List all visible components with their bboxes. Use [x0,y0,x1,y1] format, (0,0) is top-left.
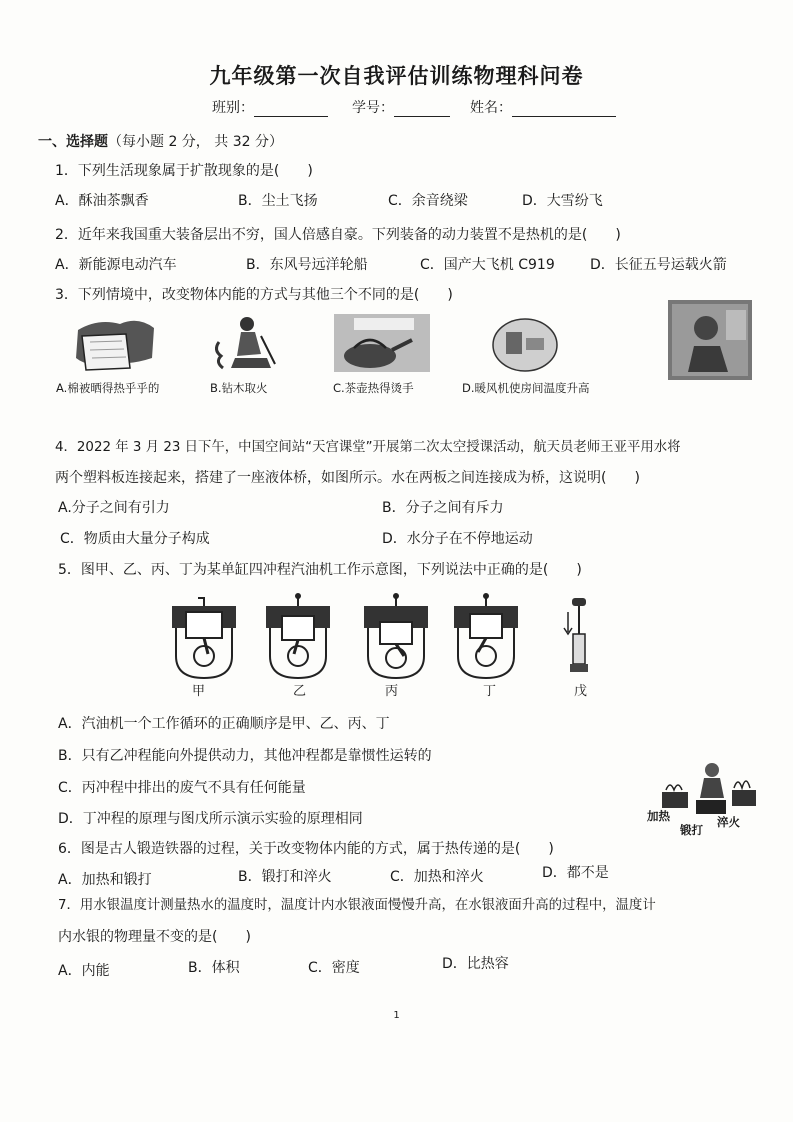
question-2: 2．近年来我国重大装备层出不穷，国人倍感自豪。下列装备的动力装置不是热机的是( ) [55,227,621,243]
drill-fire-image [205,312,285,376]
q6-option-c[interactable]: C．加热和淬火 [390,869,484,885]
q1-option-d[interactable]: D．大雪纷飞 [522,193,603,209]
question-5: 5．图甲、乙、丙、丁为某单缸四冲程汽油机工作示意图，下列说法中正确的是( ) [58,562,582,578]
class-label: 班别： [212,100,254,116]
engine-label-jia: 甲 [192,684,206,699]
question-4-line-1: 4．2022 年 3 月 23 日下午，中国空间站“天宫课堂”开展第二次太空授课活动，航天员老师王亚平用水将 [55,440,681,455]
class-blank[interactable] [254,102,328,117]
teapot-image [334,314,430,372]
engine-label-yi: 乙 [293,684,307,699]
page-title: 九年级第一次自我评估训练物理科问卷 [209,64,584,88]
q6-option-b[interactable]: B．锻打和淬火 [238,869,332,885]
q3-caption-a: A.棉被晒得热乎乎的 [56,381,160,395]
engine-label-wu: 戊 [574,684,588,699]
forging-label-hammering: 锻打 [680,823,703,837]
q6-option-d[interactable]: D．都不是 [542,865,609,881]
engine-bing-diagram [364,593,428,678]
name-blank[interactable] [512,102,616,117]
q7-option-a[interactable]: A．内能 [58,963,110,979]
engine-stroke-diagrams [160,592,560,684]
q7-option-c[interactable]: C．密度 [308,960,360,976]
name-field [470,97,616,117]
page-number: 1 [393,1010,400,1021]
name-label: 姓名： [470,100,512,116]
q2-option-d[interactable]: D．长征五号运载火箭 [590,257,727,273]
q5-option-b[interactable]: B．只有乙冲程能向外提供动力，其他冲程都是靠惯性运转的 [58,748,432,764]
q2-option-a[interactable]: A．新能源电动汽车 [55,257,177,273]
id-label: 学号： [352,100,394,116]
q4-option-d[interactable]: D．水分子在不停地运动 [382,531,533,547]
section-heading [38,131,283,151]
engine-label-ding: 丁 [483,684,497,699]
section-label: 一、选择题 [38,134,108,150]
id-blank[interactable] [394,102,450,117]
q3-caption-b: B.钻木取火 [210,381,268,395]
q5-option-a[interactable]: A．汽油机一个工作循环的正确顺序是甲、乙、丙、丁 [58,716,390,732]
engine-wu-diagram [562,598,596,678]
quilt-sun-image [68,312,158,374]
q1-option-a[interactable]: A．酥油茶飘香 [55,193,149,209]
q3-caption-d: D.暖风机使房间温度升高 [462,381,590,395]
forging-label-heating: 加热 [647,809,670,823]
q7-option-d[interactable]: D．比热容 [442,956,509,972]
q4-option-c[interactable]: C．物质由大量分子构成 [60,531,210,547]
q5-option-c[interactable]: C．丙冲程中排出的废气不具有任何能量 [58,780,306,796]
engine-jia-diagram [172,598,236,678]
q5-option-d[interactable]: D．丁冲程的原理与图戊所示演示实验的原理相同 [58,811,363,827]
q1-option-c[interactable]: C．余音绕梁 [388,193,468,209]
question-1: 1．下列生活现象属于扩散现象的是( ) [55,163,313,179]
q7-option-b[interactable]: B．体积 [188,960,240,976]
q2-option-b[interactable]: B．东风号远洋轮船 [246,257,368,273]
q4-option-b[interactable]: B．分子之间有斥力 [382,500,504,516]
q1-option-b[interactable]: B．尘土飞扬 [238,193,318,209]
space-station-image [668,300,752,380]
engine-yi-diagram [266,593,330,678]
question-3: 3．下列情境中，改变物体内能的方式与其他三个不同的是( ) [55,287,453,303]
section-note: （每小题 2 分， 共 32 分） [108,134,283,150]
heater-image [492,318,558,372]
q2-option-c[interactable]: C．国产大飞机 C919 [420,257,555,273]
class-field [212,97,328,117]
engine-ding-diagram [454,593,518,678]
question-7-line-1: 7．用水银温度计测量热水的温度时，温度计内水银液面慢慢升高，在水银液面升高的过程中，温度计 [58,898,656,913]
q4-option-a[interactable]: A.分子之间有引力 [58,500,170,516]
id-field [352,97,450,117]
q6-option-a[interactable]: A．加热和锻打 [58,872,152,888]
engine-label-bing: 丙 [385,684,399,699]
question-6: 6．图是古人锻造铁器的过程，关于改变物体内能的方式，属于热传递的是( ) [58,841,554,857]
forging-label-quenching: 淬火 [717,815,740,829]
q3-caption-c: C.茶壶热得烫手 [333,381,414,395]
question-4-line-2: 两个塑料板连接起来，搭建了一座液体桥，如图所示。水在两板之间连接成为桥，这说明( ) [55,470,640,486]
question-7-line-2: 内水银的物理量不变的是( ) [58,929,251,945]
